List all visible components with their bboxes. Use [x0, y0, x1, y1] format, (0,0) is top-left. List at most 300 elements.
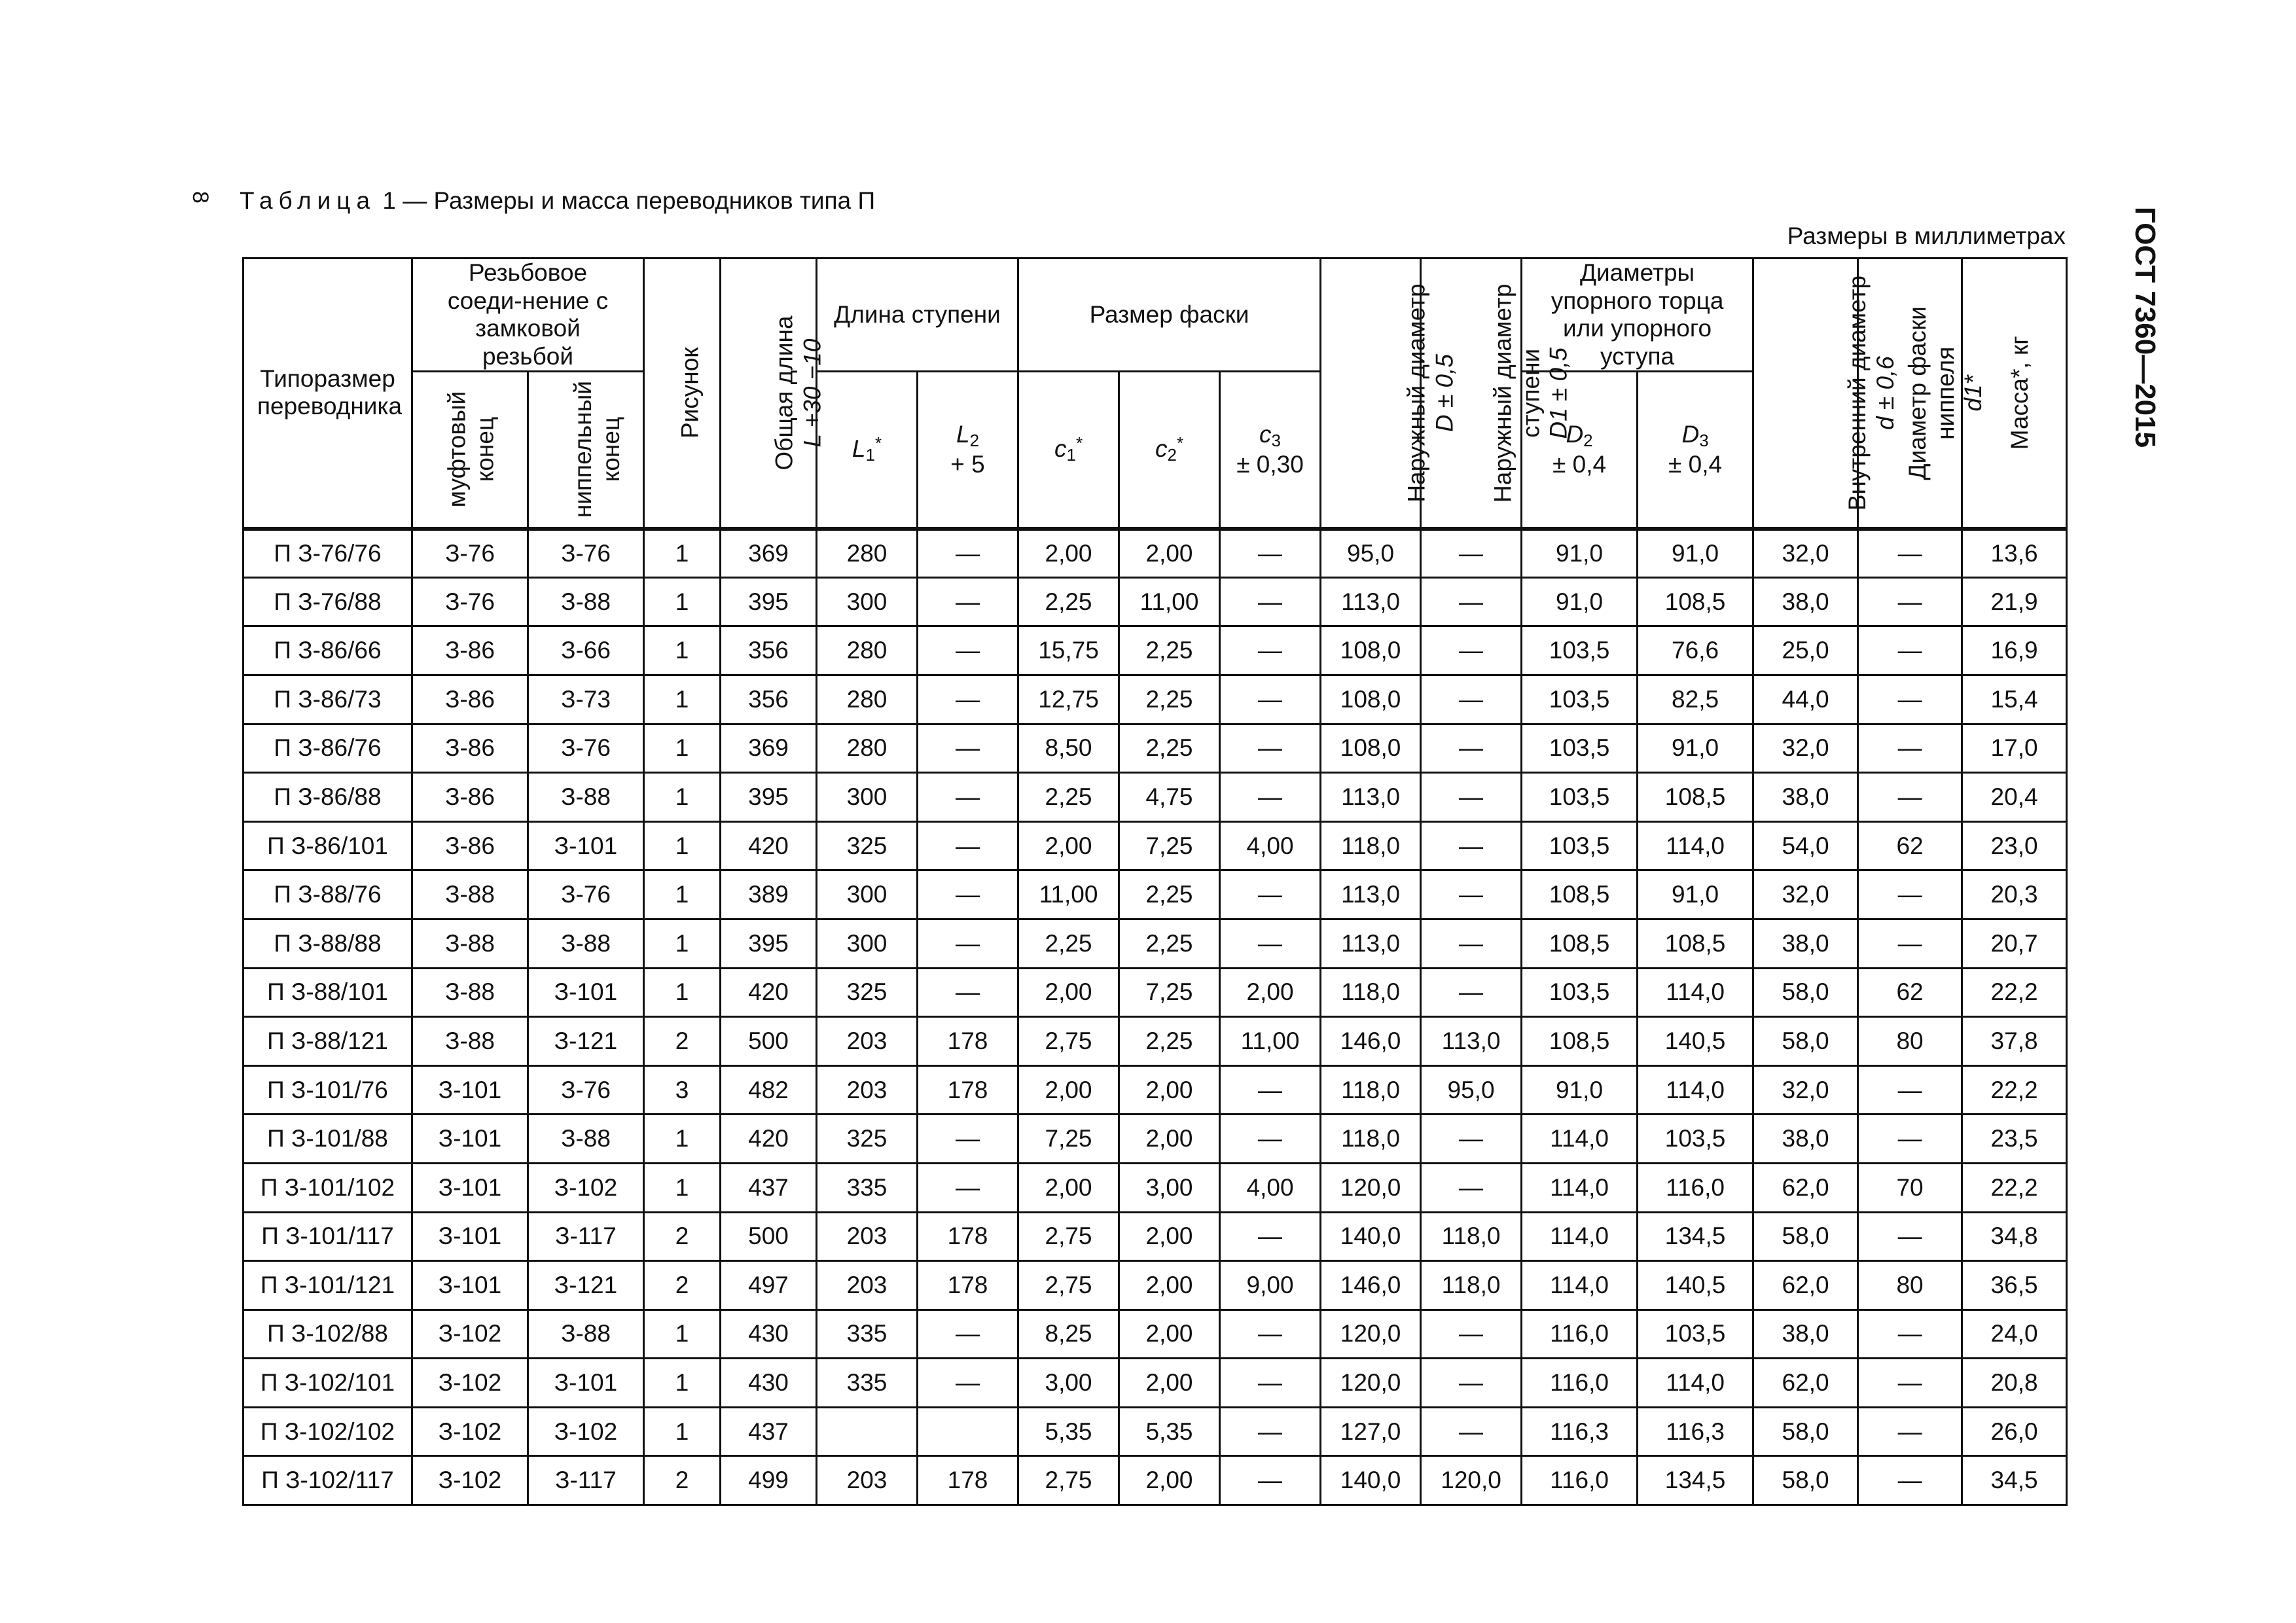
cell-l2: —	[918, 675, 1018, 724]
cell-d3: 114,0	[1638, 821, 1753, 870]
cell-c1: 2,00	[1018, 1163, 1119, 1212]
cell-l2: 178	[918, 1017, 1018, 1066]
cell-d3: 108,5	[1638, 919, 1753, 968]
cell-c3: 2,00	[1220, 968, 1321, 1017]
cell-outer-diameter: 108,0	[1321, 626, 1421, 675]
cell-size: П З-101/117	[243, 1212, 412, 1261]
cell-c1: 2,75	[1018, 1212, 1119, 1261]
cell-step-outer-diameter: 120,0	[1421, 1456, 1522, 1505]
cell-mass: 20,3	[1962, 870, 2067, 919]
cell-d3: 140,5	[1638, 1017, 1753, 1066]
cell-size: П З-86/66	[243, 626, 412, 675]
cell-box-end: З-101	[412, 1065, 528, 1115]
cell-mass: 13,6	[1962, 529, 2067, 578]
cell-d2: 103,5	[1522, 968, 1638, 1017]
cell-mass: 26,0	[1962, 1407, 2067, 1456]
header-d3	[1638, 372, 1753, 529]
cell-mass: 17,0	[1962, 724, 2067, 773]
header-c3	[1220, 372, 1321, 529]
cell-size: П З-101/76	[243, 1065, 412, 1115]
cell-step-outer-diameter: —	[1421, 919, 1522, 968]
cell-inner-diameter: 62,0	[1753, 1359, 1858, 1408]
cell-d3: 114,0	[1638, 968, 1753, 1017]
cell-d2: 103,5	[1522, 675, 1638, 724]
cell-l1: 203	[817, 1456, 918, 1505]
cell-c1: 12,75	[1018, 675, 1119, 724]
cell-c2: 2,25	[1119, 1017, 1220, 1066]
cell-inner-diameter: 32,0	[1753, 870, 1858, 919]
header-l1	[817, 372, 918, 529]
cell-pin-end: З-102	[528, 1407, 644, 1456]
cell-outer-diameter: 120,0	[1321, 1359, 1421, 1408]
cell-inner-diameter: 32,0	[1753, 1065, 1858, 1115]
d2-subscript: 2	[1583, 430, 1593, 450]
cell-step-outer-diameter: —	[1421, 1310, 1522, 1359]
cell-c3: 4,00	[1220, 821, 1321, 870]
cell-inner-diameter: 58,0	[1753, 1212, 1858, 1261]
cell-d2: 116,3	[1522, 1407, 1638, 1456]
page-number: 8	[187, 191, 213, 204]
header-figure-text: Рисунок	[676, 347, 704, 439]
cell-inner-diameter: 25,0	[1753, 626, 1858, 675]
cell-c2: 2,00	[1119, 1359, 1220, 1408]
cell-step-outer-diameter: —	[1421, 529, 1522, 578]
step-outer-diam-line-1: Наружный диаметр	[1489, 283, 1516, 503]
cell-box-end: З-102	[412, 1310, 528, 1359]
cell-c3: —	[1220, 675, 1321, 724]
cell-box-end: З-102	[412, 1407, 528, 1456]
header-inner-diameter-text	[1844, 276, 1899, 510]
cell-size: П З-102/88	[243, 1310, 412, 1359]
cell-step-outer-diameter: —	[1421, 1115, 1522, 1164]
cell-l1: 280	[817, 529, 918, 578]
cell-c3: —	[1220, 529, 1321, 578]
d2-tolerance: ± 0,4	[1552, 450, 1607, 478]
cell-pin-chamfer-diameter: —	[1858, 1407, 1962, 1456]
cell-c1: 2,75	[1018, 1261, 1119, 1310]
cell-step-outer-diameter: 113,0	[1421, 1017, 1522, 1066]
cell-d2: 108,5	[1522, 919, 1638, 968]
cell-d2: 108,5	[1522, 870, 1638, 919]
header-figure	[644, 259, 721, 529]
cell-inner-diameter: 38,0	[1753, 919, 1858, 968]
cell-pin-chamfer-diameter: —	[1858, 1212, 1962, 1261]
header-outer-diameter	[1321, 259, 1458, 529]
cell-c2: 4,75	[1119, 773, 1220, 822]
inner-diam-line-1: Внутренний диаметр	[1844, 275, 1871, 511]
cell-l1: 300	[817, 577, 918, 626]
cell-c1: 2,00	[1018, 1065, 1119, 1115]
cell-box-end: З-102	[412, 1456, 528, 1505]
c1-subscript: 1	[1066, 444, 1076, 465]
table-row	[243, 1456, 2067, 1505]
cell-pin-chamfer-diameter: —	[1858, 626, 1962, 675]
cell-c1: 2,25	[1018, 773, 1119, 822]
cell-size: П З-86/76	[243, 724, 412, 773]
cell-d3: 116,3	[1638, 1407, 1753, 1456]
cell-figure: 1	[644, 1163, 721, 1212]
cell-step-outer-diameter: 95,0	[1421, 1065, 1522, 1115]
cell-pin-end: З-88	[528, 577, 644, 626]
cell-pin-chamfer-diameter: —	[1858, 577, 1962, 626]
cell-c2: 7,25	[1119, 821, 1220, 870]
cell-c3: —	[1220, 1115, 1321, 1164]
cell-d2: 116,0	[1522, 1456, 1638, 1505]
cell-pin-end: З-76	[528, 724, 644, 773]
header-pin-end	[528, 372, 644, 529]
cell-d3: 103,5	[1638, 1115, 1753, 1164]
cell-figure: 3	[644, 1065, 721, 1115]
cell-pin-end: З-117	[528, 1212, 644, 1261]
cell-d3: 140,5	[1638, 1261, 1753, 1310]
cell-l2: —	[918, 724, 1018, 773]
cell-c2: 5,35	[1119, 1407, 1220, 1456]
cell-d2: 103,5	[1522, 724, 1638, 773]
cell-mass: 22,2	[1962, 968, 2067, 1017]
cell-inner-diameter: 62,0	[1753, 1163, 1858, 1212]
header-step-length-group	[817, 259, 1018, 372]
cell-box-end: З-101	[412, 1115, 528, 1164]
cell-c1: 3,00	[1018, 1359, 1119, 1408]
table-row	[243, 1310, 2067, 1359]
cell-outer-diameter: 118,0	[1321, 821, 1421, 870]
cell-c2: 2,25	[1119, 724, 1220, 773]
cell-d3: 134,5	[1638, 1212, 1753, 1261]
header-mass-text: Масса*, кг	[2005, 336, 2033, 450]
pin-chamfer-line-2: ниппеля	[1931, 346, 1959, 440]
cell-step-outer-diameter: —	[1421, 821, 1522, 870]
cell-step-outer-diameter: —	[1421, 1407, 1522, 1456]
cell-pin-chamfer-diameter: —	[1858, 1065, 1962, 1115]
cell-c3: —	[1220, 870, 1321, 919]
cell-mass: 34,5	[1962, 1456, 2067, 1505]
cell-box-end: З-86	[412, 626, 528, 675]
c1-symbol: c	[1054, 435, 1067, 462]
cell-total-length: 369	[721, 529, 817, 578]
cell-figure: 2	[644, 1456, 721, 1505]
table-row	[243, 675, 2067, 724]
cell-size: П З-102/117	[243, 1456, 412, 1505]
cell-box-end: З-101	[412, 1212, 528, 1261]
step-outer-diam-line-2: ступени	[1516, 348, 1544, 438]
d3-subscript: 3	[1699, 430, 1709, 450]
cell-d3: 134,5	[1638, 1456, 1753, 1505]
cell-l1: 203	[817, 1212, 918, 1261]
cell-step-outer-diameter: —	[1421, 577, 1522, 626]
cell-c3: 4,00	[1220, 1163, 1321, 1212]
cell-c3: —	[1220, 1456, 1321, 1505]
cell-size: П З-88/121	[243, 1017, 412, 1066]
cell-l2: —	[918, 968, 1018, 1017]
cell-step-outer-diameter: —	[1421, 968, 1522, 1017]
cell-l1: 280	[817, 675, 918, 724]
table-row	[243, 1212, 2067, 1261]
cell-c1: 2,00	[1018, 529, 1119, 578]
cell-step-outer-diameter: —	[1421, 675, 1522, 724]
cell-d3: 82,5	[1638, 675, 1753, 724]
cell-mass: 20,4	[1962, 773, 2067, 822]
cell-figure: 2	[644, 1212, 721, 1261]
cell-size: П З-86/101	[243, 821, 412, 870]
pin-end-line-1: ниппельный	[569, 381, 596, 518]
cell-figure: 1	[644, 626, 721, 675]
cell-l1: 203	[817, 1261, 918, 1310]
c2-subscript: 2	[1167, 444, 1177, 465]
cell-c1: 2,00	[1018, 821, 1119, 870]
pin-chamfer-line-1: Диаметр фаски	[1903, 306, 1931, 480]
cell-total-length: 482	[721, 1065, 817, 1115]
caption-text: 1 — Размеры и масса переводников типа П	[376, 187, 876, 214]
cell-outer-diameter: 140,0	[1321, 1212, 1421, 1261]
cell-c2: 2,00	[1119, 1212, 1220, 1261]
cell-l2: —	[918, 529, 1018, 578]
cell-pin-end: З-121	[528, 1261, 644, 1310]
total-length-line-2: L +30 −10	[798, 338, 826, 448]
cell-inner-diameter: 58,0	[1753, 1407, 1858, 1456]
cell-inner-diameter: 38,0	[1753, 773, 1858, 822]
cell-size: П З-101/121	[243, 1261, 412, 1310]
cell-c1: 5,35	[1018, 1407, 1119, 1456]
cell-step-outer-diameter: —	[1421, 773, 1522, 822]
header-total-length	[721, 259, 826, 529]
cell-l2: 178	[918, 1212, 1018, 1261]
header-box-end-text	[443, 391, 499, 508]
outer-diam-line-1: Наружный диаметр	[1403, 283, 1430, 503]
cell-total-length: 395	[721, 919, 817, 968]
cell-size: П З-86/73	[243, 675, 412, 724]
cell-c1: 2,25	[1018, 919, 1119, 968]
cell-c1: 2,00	[1018, 968, 1119, 1017]
header-l2	[918, 372, 1018, 529]
cell-step-outer-diameter: —	[1421, 1163, 1522, 1212]
caption-label: Таблица	[240, 187, 376, 214]
pin-chamfer-line-3: d1*	[1959, 374, 1986, 412]
cell-figure: 1	[644, 529, 721, 578]
cell-figure: 1	[644, 675, 721, 724]
cell-c3: —	[1220, 1065, 1321, 1115]
cell-pin-chamfer-diameter: 62	[1858, 821, 1962, 870]
cell-mass: 20,8	[1962, 1359, 2067, 1408]
cell-l2: —	[918, 577, 1018, 626]
l2-symbol: L	[956, 420, 970, 448]
cell-outer-diameter: 146,0	[1321, 1017, 1421, 1066]
cell-pin-chamfer-diameter: 80	[1858, 1261, 1962, 1310]
cell-mass: 23,5	[1962, 1115, 2067, 1164]
c3-tolerance: ± 0,30	[1236, 450, 1304, 478]
cell-inner-diameter: 38,0	[1753, 577, 1858, 626]
cell-c2: 2,25	[1119, 675, 1220, 724]
cell-c2: 2,25	[1119, 870, 1220, 919]
cell-d2: 108,5	[1522, 1017, 1638, 1066]
cell-d3: 114,0	[1638, 1359, 1753, 1408]
table-row	[243, 1017, 2067, 1066]
table-row	[243, 529, 2067, 578]
l1-symbol: L	[852, 435, 866, 462]
cell-outer-diameter: 120,0	[1321, 1310, 1421, 1359]
cell-d2: 114,0	[1522, 1163, 1638, 1212]
table-row	[243, 1261, 2067, 1310]
cell-figure: 1	[644, 968, 721, 1017]
cell-inner-diameter: 58,0	[1753, 1017, 1858, 1066]
cell-pin-chamfer-diameter: 62	[1858, 968, 1962, 1017]
c1-mark: *	[1075, 433, 1083, 453]
cell-total-length: 356	[721, 626, 817, 675]
c2-symbol: c	[1155, 435, 1168, 462]
cell-c2: 2,25	[1119, 919, 1220, 968]
dimensions-table	[242, 257, 2068, 1506]
cell-pin-end: З-76	[528, 529, 644, 578]
header-chamfer-group	[1018, 259, 1321, 372]
cell-total-length: 437	[721, 1407, 817, 1456]
cell-pin-end: З-117	[528, 1456, 644, 1505]
cell-c1: 11,00	[1018, 870, 1119, 919]
cell-d2: 116,0	[1522, 1359, 1638, 1408]
cell-c1: 8,25	[1018, 1310, 1119, 1359]
cell-c2: 3,00	[1119, 1163, 1220, 1212]
cell-outer-diameter: 113,0	[1321, 773, 1421, 822]
cell-outer-diameter: 118,0	[1321, 1115, 1421, 1164]
cell-c2: 2,00	[1119, 1456, 1220, 1505]
cell-size: П З-86/88	[243, 773, 412, 822]
cell-l2: —	[918, 773, 1018, 822]
cell-size: П З-102/102	[243, 1407, 412, 1456]
cell-inner-diameter: 58,0	[1753, 1456, 1858, 1505]
cell-pin-end: З-101	[528, 821, 644, 870]
cell-outer-diameter: 127,0	[1321, 1407, 1421, 1456]
cell-total-length: 430	[721, 1359, 817, 1408]
cell-figure: 1	[644, 821, 721, 870]
cell-c2: 2,00	[1119, 1115, 1220, 1164]
cell-d2: 116,0	[1522, 1310, 1638, 1359]
table-row	[243, 919, 2067, 968]
cell-d2: 91,0	[1522, 577, 1638, 626]
cell-figure: 1	[644, 1310, 721, 1359]
cell-c1: 15,75	[1018, 626, 1119, 675]
cell-total-length: 437	[721, 1163, 817, 1212]
cell-figure: 2	[644, 1017, 721, 1066]
cell-size: П З-102/101	[243, 1359, 412, 1408]
cell-l1: 335	[817, 1359, 918, 1408]
cell-inner-diameter: 58,0	[1753, 968, 1858, 1017]
cell-mass: 36,5	[1962, 1261, 2067, 1310]
cell-total-length: 395	[721, 773, 817, 822]
cell-box-end: З-88	[412, 919, 528, 968]
cell-size: П З-101/88	[243, 1115, 412, 1164]
cell-figure: 1	[644, 919, 721, 968]
cell-mass: 22,2	[1962, 1065, 2067, 1115]
cell-pin-chamfer-diameter: —	[1858, 724, 1962, 773]
cell-size: П З-76/76	[243, 529, 412, 578]
cell-c2: 2,25	[1119, 626, 1220, 675]
cell-c1: 8,50	[1018, 724, 1119, 773]
cell-inner-diameter: 32,0	[1753, 724, 1858, 773]
cell-c3: —	[1220, 626, 1321, 675]
header-total-length-text	[771, 315, 827, 470]
cell-l2	[918, 1407, 1018, 1456]
table-row	[243, 1163, 2067, 1212]
cell-l2: 178	[918, 1065, 1018, 1115]
header-pin-chamfer-diameter-text	[1904, 306, 1988, 480]
cell-total-length: 497	[721, 1261, 817, 1310]
cell-l1: 203	[817, 1017, 918, 1066]
box-end-line-2: конец	[471, 417, 498, 482]
cell-pin-end: З-88	[528, 1115, 644, 1164]
cell-l2: —	[918, 919, 1018, 968]
cell-l1: 300	[817, 870, 918, 919]
cell-mass: 15,4	[1962, 675, 2067, 724]
table-row	[243, 577, 2067, 626]
cell-box-end: З-86	[412, 773, 528, 822]
cell-mass: 20,7	[1962, 919, 2067, 968]
cell-pin-chamfer-diameter: —	[1858, 675, 1962, 724]
header-shoulder-group-text: Диаметры упорного торца или упорного уступа	[1551, 259, 1724, 370]
cell-outer-diameter: 113,0	[1321, 919, 1421, 968]
cell-l2: —	[918, 1310, 1018, 1359]
cell-total-length: 420	[721, 968, 817, 1017]
cell-d3: 108,5	[1638, 577, 1753, 626]
cell-pin-chamfer-diameter: —	[1858, 529, 1962, 578]
cell-c3: —	[1220, 1212, 1321, 1261]
cell-d3: 91,0	[1638, 529, 1753, 578]
cell-d3: 91,0	[1638, 724, 1753, 773]
cell-pin-end: З-88	[528, 1310, 644, 1359]
pin-end-line-2: конец	[597, 417, 624, 482]
header-thread-group	[412, 259, 644, 372]
cell-l2: —	[918, 870, 1018, 919]
cell-pin-end: З-88	[528, 773, 644, 822]
cell-mass: 34,8	[1962, 1212, 2067, 1261]
cell-box-end: З-88	[412, 1017, 528, 1066]
cell-mass: 21,9	[1962, 577, 2067, 626]
cell-pin-chamfer-diameter: —	[1858, 919, 1962, 968]
box-end-line-1: муфтовый	[443, 391, 471, 508]
header-box-end	[412, 372, 528, 529]
c3-symbol: c	[1259, 420, 1272, 448]
cell-l2: —	[918, 1163, 1018, 1212]
cell-size: П З-88/88	[243, 919, 412, 968]
cell-box-end: З-86	[412, 724, 528, 773]
cell-box-end: З-101	[412, 1261, 528, 1310]
cell-step-outer-diameter: —	[1421, 870, 1522, 919]
cell-pin-end: З-102	[528, 1163, 644, 1212]
table-row	[243, 821, 2067, 870]
d3-symbol: D	[1681, 420, 1700, 448]
cell-d2: 114,0	[1522, 1115, 1638, 1164]
cell-mass: 24,0	[1962, 1310, 2067, 1359]
l2-subscript: 2	[969, 430, 980, 450]
cell-mass: 23,0	[1962, 821, 2067, 870]
table-body	[243, 529, 2067, 1505]
cell-figure: 1	[644, 724, 721, 773]
cell-step-outer-diameter: —	[1421, 724, 1522, 773]
cell-l2: —	[918, 1359, 1018, 1408]
cell-figure: 1	[644, 1359, 721, 1408]
cell-l1: 335	[817, 1163, 918, 1212]
cell-l2: —	[918, 1115, 1018, 1164]
table-row	[243, 1115, 2067, 1164]
cell-c3: —	[1220, 919, 1321, 968]
cell-c3: —	[1220, 1359, 1321, 1408]
cell-c2: 2,00	[1119, 1261, 1220, 1310]
cell-total-length: 369	[721, 724, 817, 773]
cell-pin-chamfer-diameter: —	[1858, 1310, 1962, 1359]
cell-outer-diameter: 146,0	[1321, 1261, 1421, 1310]
cell-pin-chamfer-diameter: —	[1858, 1456, 1962, 1505]
cell-figure: 1	[644, 773, 721, 822]
cell-l1: 300	[817, 773, 918, 822]
cell-mass: 16,9	[1962, 626, 2067, 675]
cell-figure: 1	[644, 577, 721, 626]
